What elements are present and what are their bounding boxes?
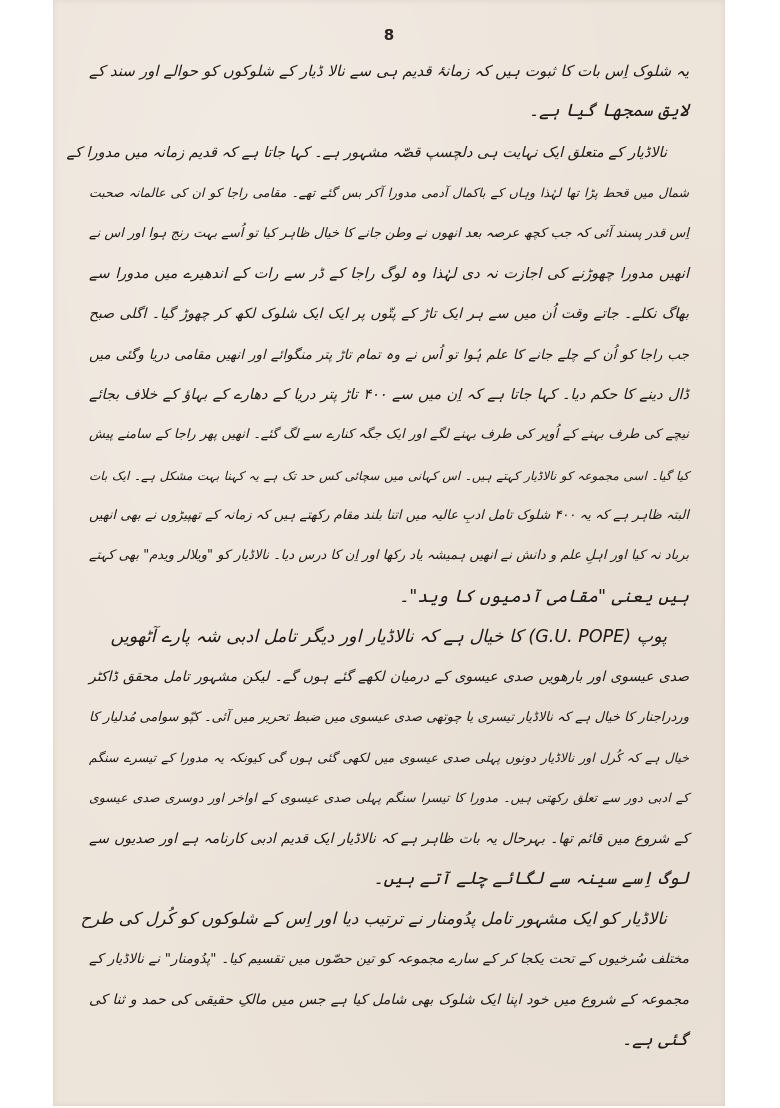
text-line: کے شروع میں قائم تھا۔ بہرحال یہ بات ظاہر ہے کہ نالاڈیار ایک قدیم ادبی کارنامہ ہے اور صدیوں سے xyxy=(89,831,689,847)
text-line: گئی ہے۔ xyxy=(621,1030,689,1050)
text-line: نالاڈیار کو ایک مشہور تامل پدُومنار نے ترتیب دیا اور اِس کے شلوکوں کو کُرل کی طرح xyxy=(80,909,667,928)
text-line: پوپ (G.U. POPE) کا خیال ہے کہ نالاڈیار اور دیگر تامل ادبی شہ پارے آٹھویں xyxy=(110,627,667,647)
text-line: لوگ اِسے سینہ سے لگائے چلے آتے ہیں۔ xyxy=(373,869,689,889)
text-line: مختلف سُرخیوں کے تحت یکجا کر کے سارے مجموعہ کو تین حصّوں میں تقسیم کیا۔ "پدُومنار" نے نالاڈیار کے xyxy=(89,951,689,967)
text-line: نیچے کی طرف بہنے کے اُوپر کی طرف بہنے لگے اور ایک جگہ کنارے سے لگ گئے۔ انھیں پھر راجا کے سامنے پیش xyxy=(89,427,689,442)
text-line: جب راجا کو اُن کے چلے جانے کا علم ہُوا تو اُس نے وہ تمام تاڑ پتر منگوائے اور انھیں مقامی دریا وگئی میں xyxy=(89,347,689,363)
text-line: ڈال دینے کا حکم دیا۔ کہا جاتا ہے کہ اِن میں سے ۴۰۰ تاڑ پتر دریا کے دھارے کے بہاؤ کے خلاف بجائے xyxy=(89,387,689,403)
text-line: شمال میں قحط پڑا تھا لہٰذا وہاں کے باکمال آدمی مدورا آکر بس گئے تھے۔ مقامی راجا کو ان کی عالمانہ صحبت xyxy=(89,185,689,200)
text-line: بھاگ نکلے۔ جاتے وقت اُن میں سے ہر ایک تاڑ کے پتّوں پر ایک ایک شلوک لکھ کر چھوڑ گیا۔ اگلی صبح xyxy=(89,306,689,322)
text-line: نالاڈیار کے متعلق ایک نہایت ہی دلچسپ قصّہ مشہور ہے۔ کہا جاتا ہے کہ قدیم زمانہ میں مدورا کے xyxy=(66,145,667,161)
text-line: وردراجنار کا خیال ہے کہ نالاڈیار تیسری یا چوتھی صدی عیسوی میں ضبط تحریر میں آئی۔ کپّو سوامی مُدلیار کا xyxy=(89,710,689,725)
text-line: اِس قدر پسند آئی کہ جب کچھ عرصہ بعد انھوں نے وطن جانے کا خیال ظاہر کیا تو اُسے بہت رنج ہوا اور اس نے xyxy=(89,226,689,241)
text-line: انھیں مدورا چھوڑنے کی اجازت نہ دی لہٰذا وہ لوگ راجا کے ڈر سے رات کے اندھیرے میں مدورا سے xyxy=(89,266,689,282)
text-line: یہ شلوک اِس بات کا ثبوت ہیں کہ زمانۂ قدیم ہی سے نالا ڈیار کے شلوکوں کو حوالے اور سند کے xyxy=(89,62,689,80)
text-line: لایق سمجھا گیا ہے۔ xyxy=(528,101,689,121)
text-line: کیا گیا۔ اسی مجموعہ کو نالاڈیار کہتے ہیں۔ اس کہانی میں سچائی کس حد تک ہے یہ کہنا بہت مشکل ہے۔ ایک بات xyxy=(89,469,689,483)
text-line: خیال ہے کہ کُرل اور نالاڈیار دونوں پہلی صدی عیسوی میں لکھی گئی ہوں گی کیونکہ یہ مدورا کے تیسرے سنگم xyxy=(89,750,689,765)
text-line: البتہ ظاہر ہے کہ یہ ۴۰۰ شلوک تامل ادبِ عالیہ میں اتنا بلند مقام رکھتے ہیں کہ زمانہ کے تھپیڑوں نے بھی انھیں xyxy=(89,508,689,523)
text-line: ہیں یعنی "مقامی آدمیوں کا وید"۔ xyxy=(398,587,689,607)
text-line: برباد نہ کیا اور اہلِ علم و دانش نے انھیں ہمیشہ یاد رکھا اور اِن کا درس دیا۔ نالاڈیار کو "ویلالر ویدم" بھی کہتے xyxy=(89,548,689,563)
text-line: مجموعہ کے شروع میں خود اپنا ایک شلوک بھی شامل کیا ہے جس میں مالکِ حقیقی کی حمد و ثنا کی xyxy=(89,992,689,1008)
text-line: کے ادبی دور سے تعلق رکھتی ہیں۔ مدورا کا تیسرا سنگم پہلی صدی عیسوی کے اواخر اور دوسری صدی عیسوی xyxy=(89,790,689,805)
page-number: 8 xyxy=(383,26,395,44)
text-line: صدی عیسوی اور بارھویں صدی عیسوی کے درمیان لکھے گئے ہوں گے۔ لیکن مشہور تامل محقق ڈاکٹر xyxy=(89,669,689,685)
book-page xyxy=(53,0,725,1106)
